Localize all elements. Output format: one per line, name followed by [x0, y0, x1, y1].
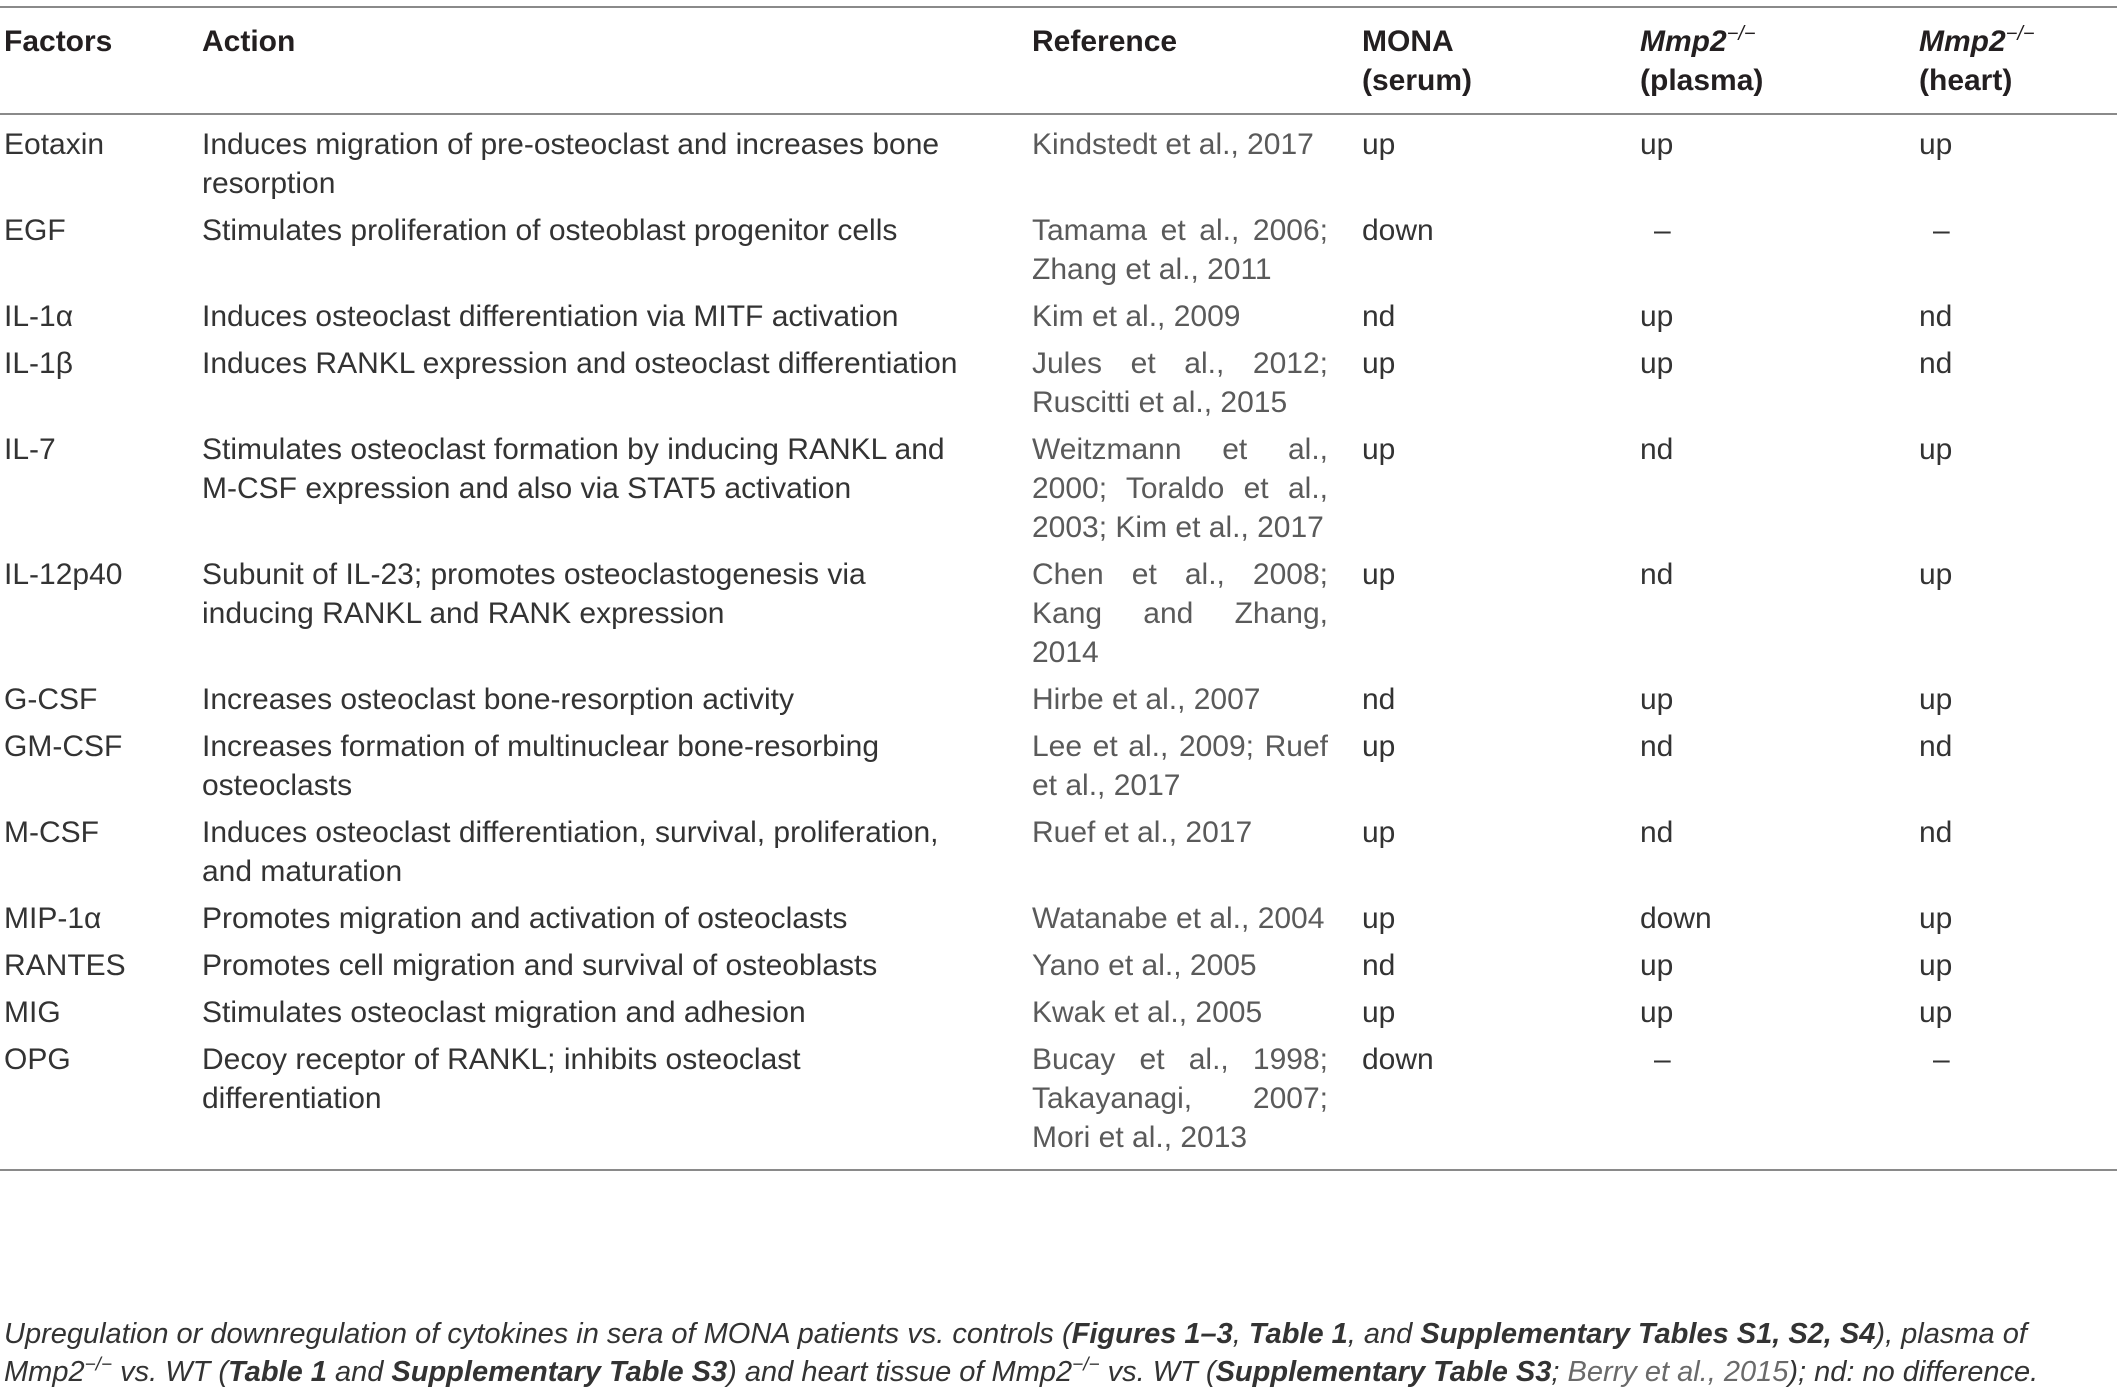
mmp2-plasma-cell: up: [1640, 347, 1674, 380]
reference-cell: Hirbe et al., 2007: [1032, 683, 1261, 716]
mona-serum-cell: up: [1362, 730, 1396, 763]
reference-cell: Weitzmann et al., 2000; Toraldo et al., 2003; Kim et al., 2017: [1032, 433, 1328, 544]
mmp2-heart-cell: up: [1919, 949, 1953, 982]
factor-cell: G-CSF: [4, 683, 98, 716]
action-cell: Promotes migration and activation of osteoclasts: [202, 902, 848, 935]
mona-serum-cell: nd: [1362, 300, 1396, 333]
header-reference: Reference: [1032, 25, 1178, 58]
action-cell: Stimulates osteoclast formation by inducing RANKL and M-CSF expression and also via STAT5 activation: [202, 433, 945, 505]
reference-cell: Yano et al., 2005: [1032, 949, 1257, 982]
mmp2-heart-cell: nd: [1919, 347, 1953, 380]
factor-cell: GM-CSF: [4, 730, 123, 763]
mmp2-plasma-cell: nd: [1640, 558, 1674, 591]
cytokine-table: [0, 6, 2117, 1171]
mona-serum-cell: up: [1362, 816, 1396, 849]
action-cell: Induces osteoclast differentiation, survival, proliferation, and maturation: [202, 816, 939, 888]
reference-cell: Kim et al., 2009: [1032, 300, 1241, 333]
mona-serum-cell: up: [1362, 347, 1396, 380]
factor-cell: IL-1α: [4, 300, 74, 333]
table-row: [0, 946, 2117, 993]
mmp2-heart-cell: up: [1919, 902, 1953, 935]
action-cell: Increases formation of multinuclear bone-resorbing osteoclasts: [202, 730, 880, 802]
reference-cell: Lee et al., 2009; Ruef et al., 2017: [1032, 730, 1328, 802]
table-row: [0, 555, 2117, 680]
table-body: [0, 114, 2117, 1170]
mmp2-heart-cell: –: [1933, 1043, 1950, 1076]
table-row: [0, 1040, 2117, 1170]
mmp2-plasma-cell: up: [1640, 300, 1674, 333]
action-cell: Induces migration of pre-osteoclast and increases bone resorption: [202, 128, 940, 200]
factor-cell: IL-1β: [4, 347, 73, 380]
mmp2-plasma-cell: up: [1640, 128, 1674, 161]
reference-cell: Tamama et al., 2006; Zhang et al., 2011: [1032, 214, 1328, 286]
mmp2-plasma-cell: up: [1640, 683, 1674, 716]
table-row: [0, 899, 2117, 946]
header-mmp2-heart: Mmp2−/− (heart): [1919, 23, 2035, 97]
table-row: [0, 430, 2117, 555]
table-row: [0, 211, 2117, 297]
reference-cell: Bucay et al., 1998; Takayanagi, 2007; Mori et al., 2013: [1032, 1043, 1328, 1154]
action-cell: Decoy receptor of RANKL; inhibits osteoclast differentiation: [202, 1043, 801, 1115]
table-row: [0, 297, 2117, 344]
table-header: [0, 7, 2117, 114]
mmp2-plasma-cell: up: [1640, 949, 1674, 982]
factor-cell: Eotaxin: [4, 128, 105, 161]
header-row: [0, 7, 2117, 114]
action-cell: Induces osteoclast differentiation via MITF activation: [202, 300, 899, 333]
action-cell: Stimulates osteoclast migration and adhesion: [202, 996, 806, 1029]
reference-cell: Watanabe et al., 2004: [1032, 902, 1325, 935]
mmp2-heart-cell: nd: [1919, 300, 1953, 333]
mmp2-heart-cell: up: [1919, 683, 1953, 716]
mmp2-plasma-cell: up: [1640, 996, 1674, 1029]
mona-serum-cell: nd: [1362, 949, 1396, 982]
mmp2-plasma-cell: down: [1640, 902, 1712, 935]
reference-cell: Kindstedt et al., 2017: [1032, 128, 1314, 161]
mona-serum-cell: up: [1362, 433, 1396, 466]
mmp2-heart-cell: –: [1933, 214, 1950, 247]
table-footnote: Upregulation or downregulation of cytokines in sera of MONA patients vs. controls (Figures 1–3, Table 1, and Supplementary Tables S1, S2, S4), plasma of Mmp2−/− vs. WT (Table 1 and Supplementary Table S3) and heart tissue of Mmp2−/− vs. WT (Supplementary Table S3; Berry et al., 2015); nd: no difference.: [4, 1318, 2039, 1388]
mmp2-heart-cell: up: [1919, 558, 1953, 591]
mona-serum-cell: up: [1362, 996, 1396, 1029]
factor-cell: MIG: [4, 996, 61, 1029]
factor-cell: IL-12p40: [4, 558, 123, 591]
mmp2-plasma-cell: nd: [1640, 730, 1674, 763]
mona-serum-cell: up: [1362, 902, 1396, 935]
mmp2-plasma-cell: nd: [1640, 816, 1674, 849]
factor-cell: M-CSF: [4, 816, 99, 849]
table-row: [0, 680, 2117, 727]
mona-serum-cell: up: [1362, 128, 1396, 161]
action-cell: Subunit of IL-23; promotes osteoclastogenesis via inducing RANKL and RANK expression: [202, 558, 866, 630]
reference-cell: Jules et al., 2012; Ruscitti et al., 2015: [1032, 347, 1328, 419]
action-cell: Induces RANKL expression and osteoclast differentiation: [202, 347, 958, 380]
table-row: [0, 114, 2117, 211]
header-mona-serum: MONA (serum): [1362, 25, 1473, 97]
table-row: [0, 727, 2117, 813]
table-row: [0, 344, 2117, 430]
reference-cell: Kwak et al., 2005: [1032, 996, 1263, 1029]
action-cell: Stimulates proliferation of osteoblast progenitor cells: [202, 214, 898, 247]
reference-cell: Chen et al., 2008; Kang and Zhang, 2014: [1032, 558, 1328, 669]
factor-cell: RANTES: [4, 949, 126, 982]
mona-serum-cell: nd: [1362, 683, 1396, 716]
header-action: Action: [202, 25, 296, 58]
factor-cell: IL-7: [4, 433, 56, 466]
factor-cell: EGF: [4, 214, 66, 247]
factor-cell: MIP-1α: [4, 902, 102, 935]
mona-serum-cell: down: [1362, 214, 1434, 247]
action-cell: Promotes cell migration and survival of osteoblasts: [202, 949, 878, 982]
table-row: [0, 813, 2117, 899]
mmp2-heart-cell: up: [1919, 128, 1953, 161]
mona-serum-cell: up: [1362, 558, 1396, 591]
mmp2-plasma-cell: –: [1654, 214, 1671, 247]
mmp2-plasma-cell: –: [1654, 1043, 1671, 1076]
mmp2-heart-cell: up: [1919, 996, 1953, 1029]
factor-cell: OPG: [4, 1043, 71, 1076]
reference-cell: Ruef et al., 2017: [1032, 816, 1253, 849]
mmp2-heart-cell: nd: [1919, 730, 1953, 763]
mmp2-heart-cell: up: [1919, 433, 1953, 466]
mona-serum-cell: down: [1362, 1043, 1434, 1076]
mmp2-heart-cell: nd: [1919, 816, 1953, 849]
header-mmp2-plasma: Mmp2−/− (plasma): [1640, 23, 1764, 97]
action-cell: Increases osteoclast bone-resorption activity: [202, 683, 794, 716]
mmp2-plasma-cell: nd: [1640, 433, 1674, 466]
table-row: [0, 993, 2117, 1040]
header-factors: Factors: [4, 25, 113, 58]
